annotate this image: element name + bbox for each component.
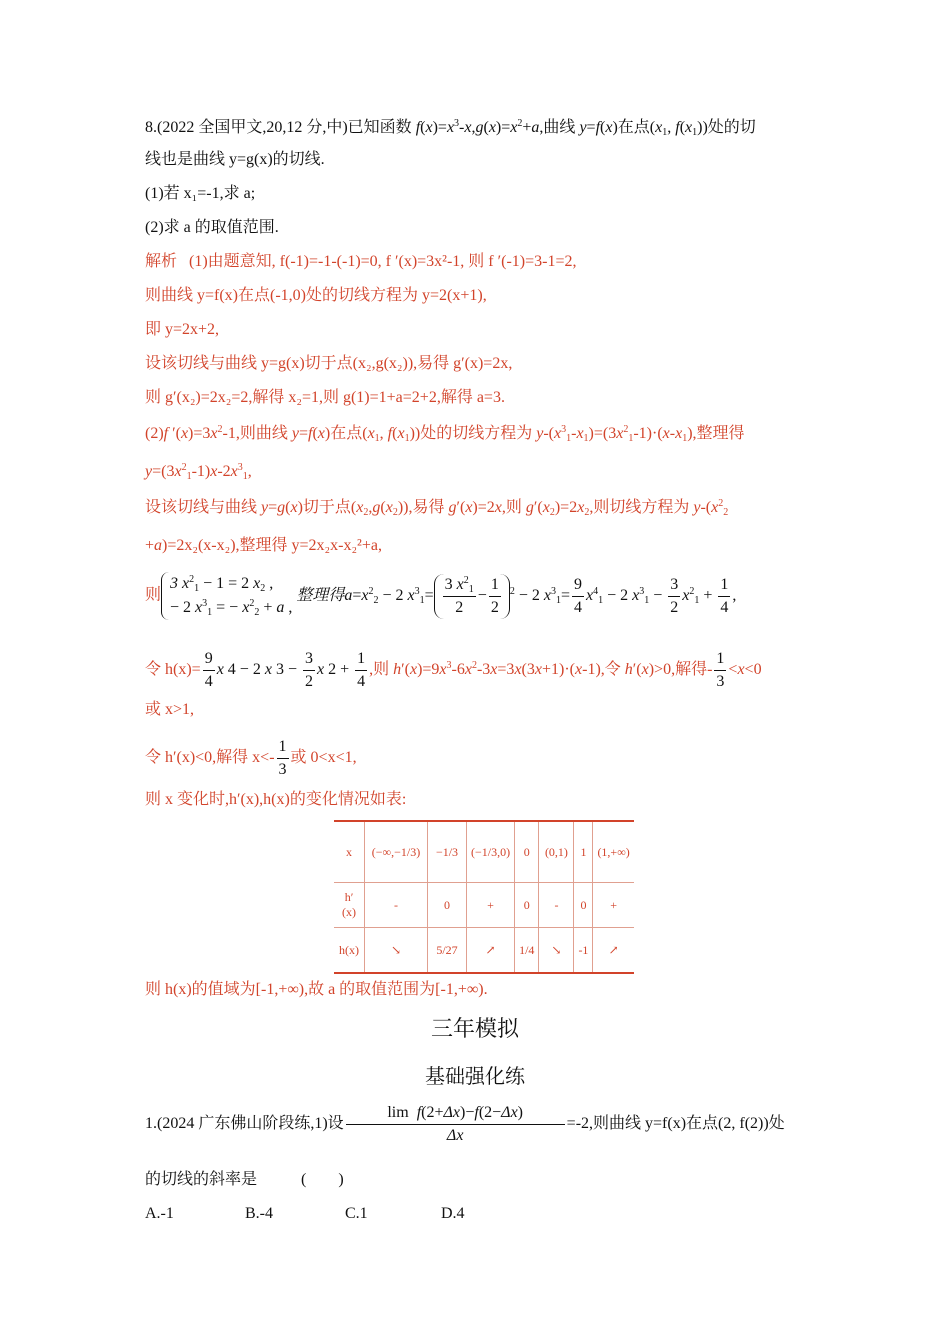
answer-bracket: ( ) <box>301 1171 344 1188</box>
solution-line-4: 设该切线与曲线 y=g(x)切于点(x₂,g(x₂)),易得 g′(x)=2x, <box>145 355 513 372</box>
subsection-heading: 基础强化练 <box>425 1064 525 1088</box>
table-cell: (1,+∞) <box>593 821 634 883</box>
table-row <box>334 821 634 883</box>
table-cell: 5/27 <box>428 928 467 974</box>
table-cell: -1 <box>574 928 593 974</box>
equation-system: 3 $x^2_1 - 1 = 2$ $x_2$ , − 2 $x^3_1$ = − $x^2_2 + a$ , <box>161 572 292 620</box>
solution-label: 解析 <box>145 253 178 270</box>
problem-8-source: 8.(2022 全国甲文,20,12 分,中) <box>145 119 348 136</box>
table-cell: - <box>365 883 428 928</box>
table-cell: ↘ <box>365 928 428 974</box>
table-cell: (0,1) <box>539 821 574 883</box>
problem-8-line-1: 8.(2022 全国甲文,20,12 分,中)已知函数 $f(x)=x^3-x,g(x)=x^2+a$,曲线 y=f(x)在点($x_1$, $f(x_1)$)处的切 <box>145 118 756 138</box>
limit-fraction: $\frac{\text{lim f(2+Δx)−f(2−Δx)}}{\Delta x}$ <box>346 1102 565 1147</box>
problem-8-part-2: (2)求 a 的取值范围. <box>145 219 279 236</box>
solution-line-6: (2)f $'(x)=3x^2-1$,则曲线 y=f(x)在点($x_1$, $f(x_1)$)处的切线方程为 $y-(x^3_1-x_1)=(3x^2_1-1)\cdot(x-x_1)$,整理得 <box>145 424 745 444</box>
solution-system-line: 则 3 $x^2_1 - 1 = 2$ $x_2$ , − 2 $x^3_1$ = − $x^2_2 + a$ , 整理得$a=x^2_2 - 2$ $x^3_1=$ $\frac{3 x^2_1}{2}$ − $\frac{1}{2}$ $^2$ − 2 $x^3_1=$ $\frac{9}{4}$ $x^4_1 - 2$ $x^3_1$ − $\frac{3}{2}$ $x^2_1$ + $\frac{1}{4}$ , <box>145 574 737 618</box>
solution-line-9: +a)=2x₂(x-x₂),整理得 y=2x₂x-x₂²+a, <box>145 537 382 554</box>
option-a[interactable]: A.-1 <box>145 1205 174 1222</box>
table-row <box>334 883 634 928</box>
table-cell: 0 <box>574 883 593 928</box>
table-cell: ↗ <box>593 928 634 974</box>
table-row <box>334 928 634 974</box>
table-cell: 0 <box>515 883 539 928</box>
table-cell: + <box>467 883 515 928</box>
table-cell: h(x) <box>334 928 365 974</box>
problem-8-part-1: (1)若 x₁=-1,求 a; <box>145 185 256 202</box>
problem-1-line-1: 1.(2024 广东佛山阶段练,1)设 $\frac{\text{lim f(2+Δx)−f(2−Δx)}}{\Delta x}$ =-2,则曲线 y=f(x)在点(2, f(2))处 <box>145 1102 785 1147</box>
solution-line-1: 解析 (1)由题意知, f(-1)=-1-(-1)=0, f ′(x)=3x²-1, 则 f ′(-1)=3-1=2, <box>145 253 577 270</box>
table-cell: x <box>334 821 365 883</box>
table-cell: 1 <box>574 821 593 883</box>
solution-conclusion: 则 h(x)的值域为[-1,+∞),故 a 的取值范围为[-1,+∞). <box>145 981 488 998</box>
table-cell: 0 <box>515 821 539 883</box>
section-heading: 三年模拟 <box>430 1017 519 1042</box>
solution-line-5: 则 g′(x₂)=2x₂=2,解得 x₂=1,则 g(1)=1+a=2+2,解得 a=3. <box>145 389 505 406</box>
solution-line-14: 则 x 变化时,h′(x),h(x)的变化情况如表: <box>145 791 407 808</box>
table-cell: h′(x) <box>334 883 365 928</box>
table-cell: + <box>593 883 634 928</box>
solution-line-12: 或 x>1, <box>145 701 195 718</box>
problem-8-line-2: 线也是曲线 y=g(x)的切线. <box>145 151 325 168</box>
solution-line-13: 令 h′(x)<0,解得 x<- $\frac{1}{3}$ 或 0<x<1, <box>145 738 357 778</box>
option-d[interactable]: D.4 <box>441 1205 465 1222</box>
solution-h-line: 令 h(x)= $\frac{9}{4}$ x 4 − 2 x 3 − $\frac{3}{2}$ x 2 + $\frac{1}{4}$ ,则 $h'(x)=9x^3-6x^2-3x=3x(3x+1)\cdot(x-1)$,令 h′(x)>0,解得- $\frac{1}{3}$ <x<0 <box>145 650 762 690</box>
table-cell: 0 <box>428 883 467 928</box>
table-cell: ↘ <box>539 928 574 974</box>
table-cell: (−∞,−1/3) <box>365 821 428 883</box>
table-cell: (−1/3,0) <box>467 821 515 883</box>
solution-line-3: 即 y=2x+2, <box>145 321 220 338</box>
option-c[interactable]: C.1 <box>345 1205 368 1222</box>
problem-1-options <box>145 1204 465 1224</box>
table-cell: −1/3 <box>428 821 467 883</box>
problem-1-line-2: 的切线的斜率是 ( ) <box>145 1171 344 1188</box>
problem-1-source: 1.(2024 广东佛山阶段练,1)设 <box>145 1115 344 1133</box>
solution-line-2: 则曲线 y=f(x)在点(-1,0)处的切线方程为 y=2(x+1), <box>145 287 487 304</box>
solution-line-7: $y=(3x^2_1-1)x-2x^3_1$, <box>145 462 252 482</box>
table-cell: - <box>539 883 574 928</box>
table-cell: 1/4 <box>515 928 539 974</box>
table-cell: ↗ <box>467 928 515 974</box>
solution-line-8: 设该切线与曲线 y=g(x)切于点$(x_2,g(x_2))$,易得 g′(x)=2x,则 $g'(x_2)=2x_2$,则切线方程为 $y-(x^2_2$ <box>145 498 729 518</box>
option-b[interactable]: B.-4 <box>245 1205 273 1222</box>
variation-table <box>334 820 634 974</box>
